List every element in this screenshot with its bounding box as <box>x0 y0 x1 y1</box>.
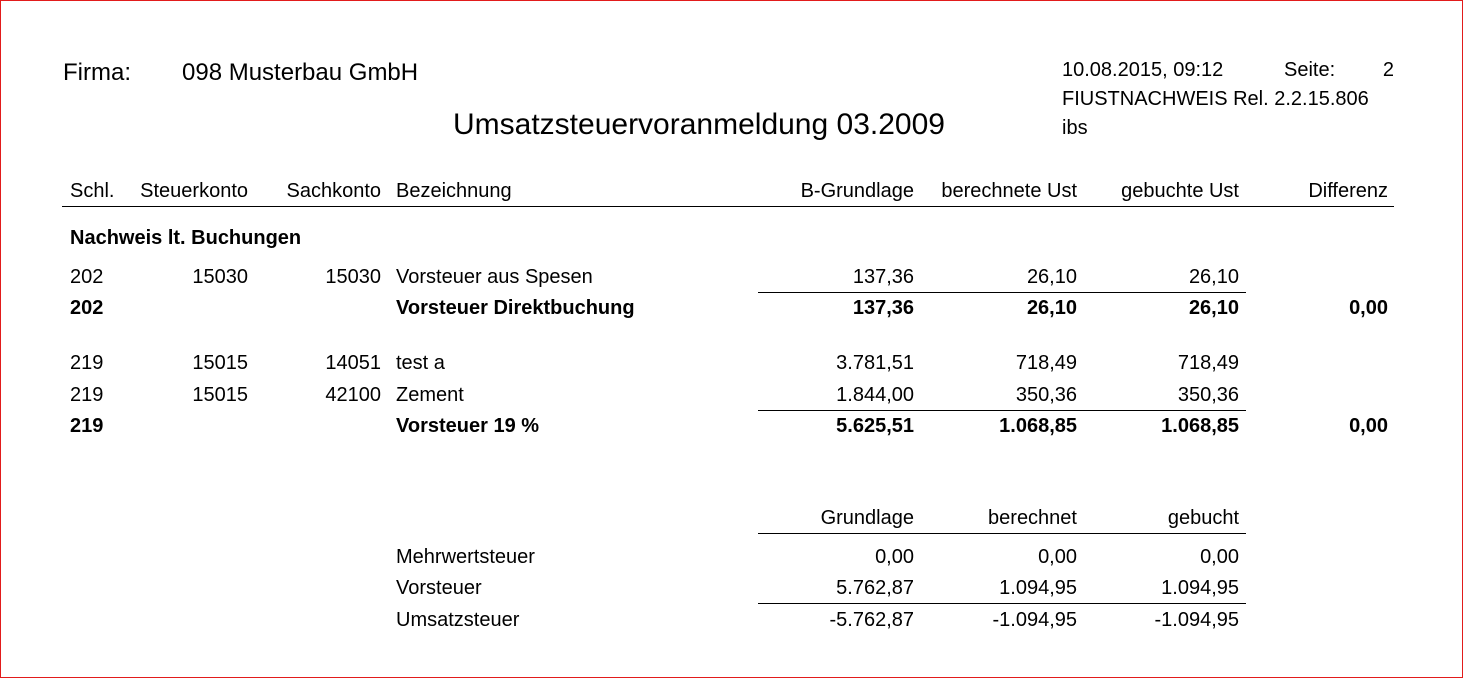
subtotal-divider <box>758 292 1246 293</box>
summary-gebucht: 0,00 <box>1200 546 1239 568</box>
cell-sachkonto: 15030 <box>325 266 381 288</box>
cell-berechnet: 350,36 <box>1015 384 1077 406</box>
cell-berechnet: 718,49 <box>1015 352 1077 374</box>
summary-grundlage: 0,00 <box>875 546 914 568</box>
total-differenz: 0,00 <box>1349 415 1388 437</box>
column-header-differenz: Differenz <box>1308 180 1388 202</box>
summary-berechnet: 1.094,95 <box>999 577 1077 599</box>
section-title: Nachweis lt. Buchungen <box>70 227 302 249</box>
total-schl: 202 <box>70 297 104 319</box>
summary-gebucht: -1.094,95 <box>1154 609 1239 631</box>
page-title: Umsatzsteuervoranmeldung 03.2009 <box>453 108 945 141</box>
cell-sachkonto: 14051 <box>325 352 381 374</box>
total-differenz: 0,00 <box>1349 297 1388 319</box>
summary-berechnet: -1.094,95 <box>992 609 1077 631</box>
summary-gebucht: 1.094,95 <box>1161 577 1239 599</box>
summary-header-divider <box>758 533 1246 534</box>
column-header-sachkonto: Sachkonto <box>286 180 381 202</box>
summary-total-divider <box>758 603 1246 604</box>
cell-bgrundlage: 137,36 <box>852 266 914 288</box>
cell-gebucht: 350,36 <box>1177 384 1239 406</box>
page-number: 2 <box>1382 59 1394 81</box>
total-schl: 219 <box>70 415 104 437</box>
total-bgrundlage: 5.625,51 <box>836 415 914 437</box>
total-gebucht: 1.068,85 <box>1161 415 1239 437</box>
cell-steuerkonto: 15015 <box>192 352 248 374</box>
total-berechnet: 26,10 <box>1026 297 1077 319</box>
cell-schl: 219 <box>70 352 104 374</box>
total-berechnet: 1.068,85 <box>999 415 1077 437</box>
cell-bezeichnung: Zement <box>396 384 464 406</box>
summary-header-berechnet: berechnet <box>988 507 1077 529</box>
cell-bezeichnung: test a <box>396 352 445 374</box>
cell-steuerkonto: 15015 <box>192 384 248 406</box>
summary-grundlage: -5.762,87 <box>829 609 914 631</box>
firma-name: 098 Musterbau GmbH <box>182 59 419 86</box>
print-datetime: 10.08.2015, 09:12 <box>1062 59 1224 81</box>
summary-header-grundlage: Grundlage <box>820 507 914 529</box>
cell-schl: 202 <box>70 266 104 288</box>
summary-label: Mehrwertsteuer <box>396 546 535 568</box>
column-header-steuerkonto: Steuerkonto <box>140 180 248 202</box>
cell-sachkonto: 42100 <box>325 384 381 406</box>
summary-berechnet: 0,00 <box>1038 546 1077 568</box>
summary-grundlage: 5.762,87 <box>836 577 914 599</box>
column-header-bezeichnung: Bezeichnung <box>396 180 512 202</box>
summary-header-gebucht: gebucht <box>1167 507 1239 529</box>
total-bgrundlage: 137,36 <box>852 297 914 319</box>
release-info: FIUSTNACHWEIS Rel. 2.2.15.806 <box>1062 88 1369 110</box>
column-header-berechnete-ust: berechnete Ust <box>941 180 1077 202</box>
column-header-schl: Schl. <box>70 180 115 202</box>
cell-gebucht: 26,10 <box>1188 266 1239 288</box>
total-gebucht: 26,10 <box>1188 297 1239 319</box>
cell-bezeichnung: Vorsteuer aus Spesen <box>396 266 593 288</box>
cell-steuerkonto: 15030 <box>192 266 248 288</box>
cell-bgrundlage: 3.781,51 <box>836 352 914 374</box>
column-header-bgrundlage: B-Grundlage <box>800 180 914 202</box>
summary-label: Vorsteuer <box>396 577 482 599</box>
cell-berechnet: 26,10 <box>1026 266 1077 288</box>
user-id: ibs <box>1062 117 1088 139</box>
cell-bgrundlage: 1.844,00 <box>836 384 914 406</box>
summary-label: Umsatzsteuer <box>396 609 520 631</box>
cell-schl: 219 <box>70 384 104 406</box>
total-bezeichnung: Vorsteuer Direktbuchung <box>396 297 635 319</box>
total-bezeichnung: Vorsteuer 19 % <box>396 415 540 437</box>
column-header-gebuchte-ust: gebuchte Ust <box>1121 180 1239 202</box>
firma-label: Firma: <box>63 59 131 86</box>
subtotal-divider <box>758 410 1246 411</box>
page-label: Seite: <box>1284 59 1336 81</box>
header-divider <box>62 206 1394 207</box>
cell-gebucht: 718,49 <box>1177 352 1239 374</box>
